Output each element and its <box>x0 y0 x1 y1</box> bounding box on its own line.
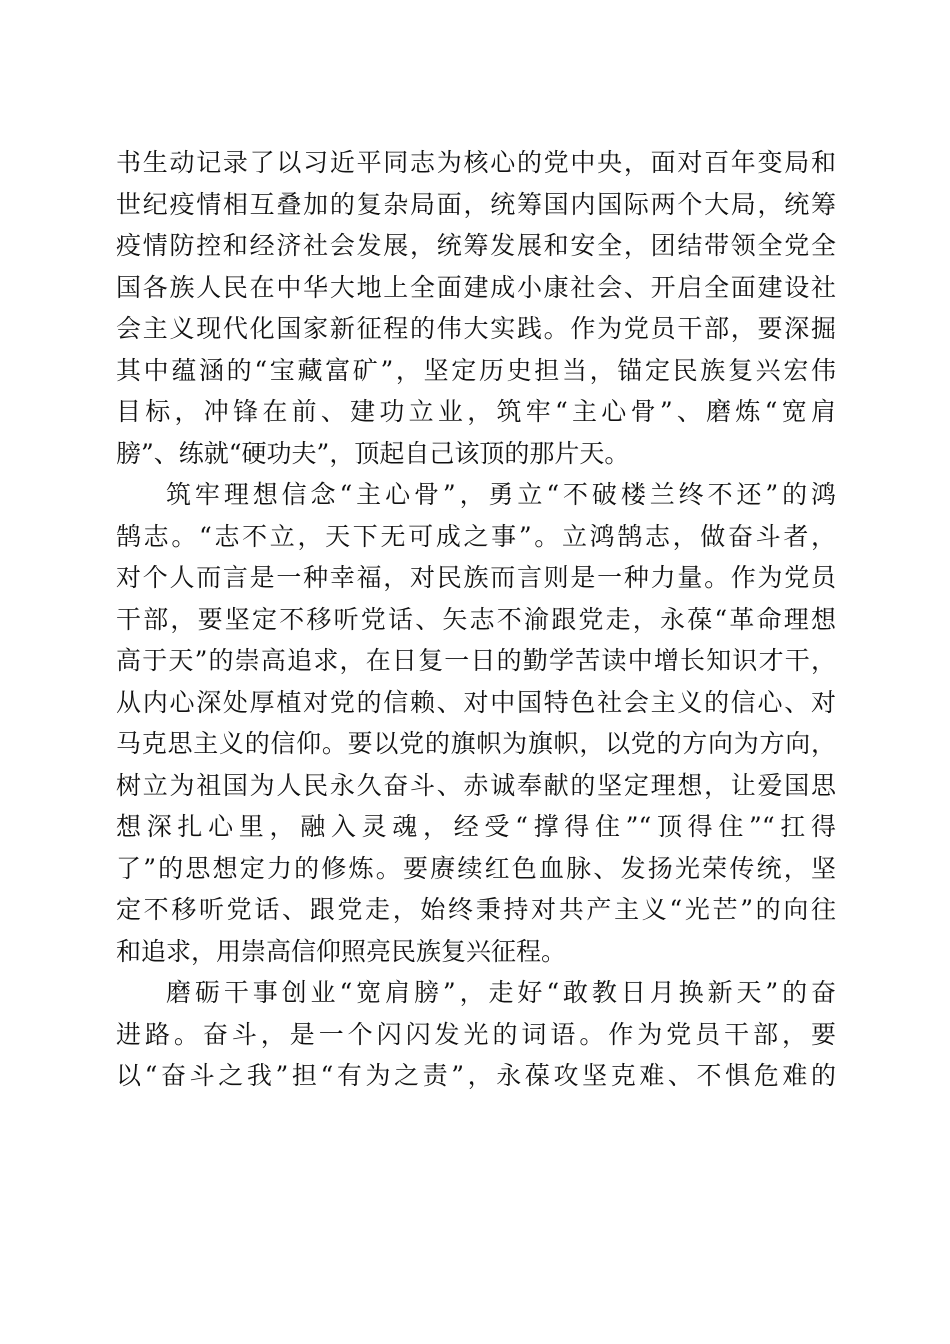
text-line: 了”的思想定力的修炼。要赓续红色血脉、发扬光荣传统，坚 <box>116 853 836 883</box>
text-line: 干部，要坚定不移听党话、矢志不渝跟党走，永葆“革命理想 <box>116 604 836 634</box>
text-line: 树立为祖国为人民永久奋斗、赤诚奉献的坚定理想，让爱国思 <box>116 770 836 800</box>
text-line: 想深扎心里，融入灵魂，经受“撑得住”“顶得住”“扛得 <box>116 812 836 841</box>
text-line: 高于天”的崇高追求，在日复一日的勤学苦读中增长知识才干， <box>116 646 836 675</box>
text-line: 国各族人民在中华大地上全面建成小康社会、开启全面建设社 <box>116 272 836 302</box>
paragraph-1 <box>116 142 836 474</box>
text-line: 其中蕴涵的“宝藏富矿”，坚定历史担当，锚定民族复兴宏伟 <box>116 355 836 385</box>
text-line: 疫情防控和经济社会发展，统筹发展和安全，团结带领全党全 <box>116 231 836 260</box>
text-line: 从内心深处厚植对党的信赖、对中国特色社会主义的信心、对 <box>116 687 836 717</box>
paragraph-3 <box>116 972 836 1097</box>
text-line: 鹄志。“志不立，天下无可成之事”。立鸿鹄志，做奋斗者， <box>116 521 836 551</box>
text-line: 马克思主义的信仰。要以党的旗帜为旗帜，以党的方向为方向， <box>116 729 836 758</box>
text-line: 进路。奋斗，是一个闪闪发光的词语。作为党员干部，要 <box>116 1019 836 1049</box>
text-line: 世纪疫情相互叠加的复杂局面，统筹国内国际两个大局，统筹 <box>116 189 836 219</box>
text-line: 目标，冲锋在前、建功立业，筑牢“主心骨”、磨炼“宽肩 <box>116 397 836 426</box>
text-line: 膀”、练就“硬功夫”，顶起自己该顶的那片天。 <box>116 438 630 468</box>
paragraph-2 <box>116 474 836 972</box>
text-line: 对个人而言是一种幸福，对民族而言则是一种力量。作为党员 <box>116 563 836 592</box>
text-line: 筑牢理想信念“主心骨”，勇立“不破楼兰终不还”的鸿 <box>166 480 836 509</box>
text-line: 和追求，用崇高信仰照亮民族复兴征程。 <box>116 936 567 966</box>
text-line: 定不移听党话、跟党走，始终秉持对共产主义“光芒”的向往 <box>116 895 836 924</box>
text-line: 书生动记录了以习近平同志为核心的党中央，面对百年变局和 <box>116 148 836 177</box>
text-line: 会主义现代化国家新征程的伟大实践。作为党员干部，要深掘 <box>116 314 836 343</box>
text-line: 以“奋斗之我”担“有为之责”，永葆攻坚克难、不惧危难的 <box>116 1061 836 1090</box>
document-body <box>116 142 836 1097</box>
text-line: 磨砺干事创业“宽肩膀”，走好“敢教日月换新天”的奋 <box>166 978 836 1007</box>
